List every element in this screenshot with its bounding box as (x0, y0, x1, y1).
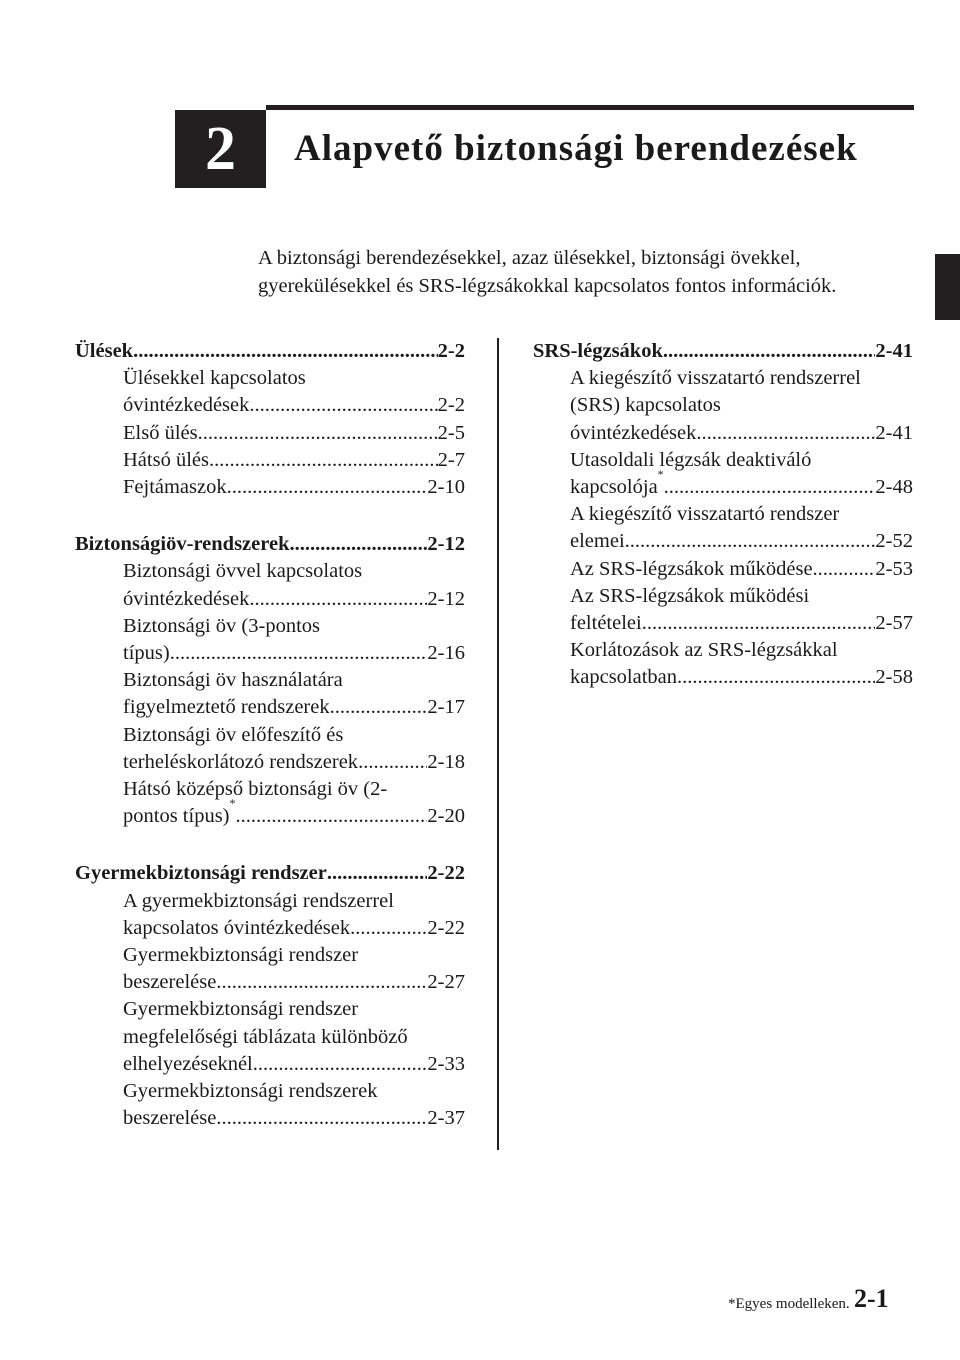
entry-page-ref: 2-16 (427, 642, 465, 665)
dot-leader (327, 860, 428, 887)
entry-last-line (123, 796, 465, 830)
entry-text-line: A gyermekbiztonsági rendszerrel (123, 889, 394, 912)
entry-page-ref: 2-52 (875, 530, 913, 553)
entry-text-line: Az SRS-légzsákok működési (570, 584, 810, 607)
entry-text-line: beszerelése (123, 971, 217, 994)
toc-entry[interactable] (75, 558, 465, 612)
entry-last-line (570, 528, 913, 555)
entry-page-ref: 2-48 (875, 476, 913, 499)
entry-last-line (123, 640, 465, 667)
dot-leader (236, 803, 428, 830)
entry-page-ref: 2-41 (875, 421, 913, 444)
toc-entry[interactable] (533, 447, 913, 501)
entry-page-ref: 2-33 (427, 1052, 465, 1075)
column-divider (497, 338, 499, 1150)
dot-leader (625, 528, 876, 555)
dot-leader (813, 556, 876, 583)
entry-text-line: megfelelőségi táblázata különböző (123, 1025, 408, 1048)
dot-leader (289, 531, 427, 558)
chapter-number: 2 (175, 110, 266, 188)
entry-text-line: feltételei (570, 612, 642, 635)
entry-last-line (123, 694, 465, 721)
entry-text-line: Biztonsági öv (3-pontos (123, 614, 321, 637)
toc-section (75, 860, 465, 1132)
entry-last-line (570, 610, 913, 637)
entry-last-line (123, 392, 465, 419)
entry-text-line: A kiegészítő visszatartó rendszerrel (570, 367, 861, 390)
toc-entry[interactable] (533, 556, 913, 583)
dot-leader (216, 1105, 427, 1132)
footnote-marker: * (657, 467, 664, 482)
entry-page-ref: 2-17 (427, 696, 465, 719)
entry-last-line (123, 420, 465, 447)
toc-entry[interactable] (75, 722, 465, 776)
page-number: 2-1 (854, 1284, 889, 1313)
chapter-title: Alapvető biztonsági berendezések (294, 128, 858, 169)
section-title: Biztonságiöv-rendszerek (75, 533, 290, 556)
toc-right-column (533, 338, 913, 722)
entry-text-line: beszerelése (123, 1107, 217, 1130)
dot-leader (170, 640, 428, 667)
entry-text-line: elemei (570, 530, 625, 553)
chapter-top-rule (266, 105, 914, 110)
toc-entry[interactable] (75, 447, 465, 474)
section-title: SRS-légzsákok (533, 340, 663, 362)
section-page-ref: 2-12 (427, 533, 465, 556)
entry-last-line (123, 586, 465, 613)
toc-entry[interactable] (75, 776, 465, 830)
entry-text-line: kapcsolatos óvintézkedések (123, 916, 351, 939)
entry-text-line: elhelyezéseknél (123, 1052, 253, 1075)
entry-text-line: Ülésekkel kapcsolatos (123, 367, 306, 390)
entry-text-line: Biztonsági öv használatára (123, 669, 343, 692)
toc-entry[interactable] (533, 583, 913, 637)
section-page-ref: 2-2 (437, 340, 465, 362)
section-title: Ülések (75, 340, 134, 362)
toc-entry[interactable] (75, 613, 465, 667)
entry-page-ref: 2-53 (875, 557, 913, 580)
intro-line: gyerekülésekkel és SRS-légzsákokkal kapcsolatos fontos információk. (258, 275, 837, 297)
footnote: *Egyes modelleken. (728, 1296, 850, 1312)
entry-page-ref: 2-22 (427, 916, 465, 939)
entry-page-ref: 2-57 (875, 612, 913, 635)
entry-page-ref: 2-2 (437, 394, 465, 417)
entry-text-line: A kiegészítő visszatartó rendszer (570, 503, 840, 526)
entry-page-ref: 2-10 (427, 476, 465, 499)
toc-section (75, 531, 465, 830)
entry-text-line: Hátsó ülés (123, 448, 209, 471)
dot-leader (358, 749, 427, 776)
chapter-side-tab (935, 254, 960, 320)
toc-entry[interactable] (75, 667, 465, 721)
section-page-ref: 2-41 (875, 340, 913, 362)
entry-text-line: terheléskorlátozó rendszerek (123, 750, 359, 773)
entry-text-line: Gyermekbiztonsági rendszer (123, 944, 359, 967)
toc-section-heading[interactable] (75, 338, 465, 365)
dot-leader (642, 610, 876, 637)
toc-entry[interactable] (75, 1078, 465, 1132)
entry-page-ref: 2-5 (437, 421, 465, 444)
intro-line: A biztonsági berendezésekkel, azaz ülésekkel, biztonsági övekkel, (258, 247, 801, 269)
entry-text-line: Fejtámaszok (123, 476, 227, 499)
entry-page-ref: 2-20 (427, 805, 465, 828)
toc-entry[interactable] (75, 996, 465, 1078)
entry-last-line (123, 749, 465, 776)
toc-entry[interactable] (75, 420, 465, 447)
dot-leader (209, 447, 438, 474)
dot-leader (216, 969, 427, 996)
entry-last-line (123, 447, 465, 474)
dot-leader (133, 338, 438, 365)
entry-last-line (570, 664, 913, 691)
entry-text-line: óvintézkedések (123, 587, 250, 610)
footnote-marker: * (229, 796, 236, 811)
entry-text-line: figyelmeztető rendszerek (123, 696, 330, 719)
entry-last-line (570, 420, 913, 447)
toc-entry[interactable] (75, 942, 465, 996)
entry-text-line: (SRS) kapcsolatos (570, 394, 721, 417)
dot-leader (350, 915, 427, 942)
section-title: Gyermekbiztonsági rendszer (75, 862, 327, 885)
entry-page-ref: 2-12 (427, 587, 465, 610)
entry-last-line (570, 467, 913, 501)
dot-leader (663, 338, 876, 365)
entry-last-line (123, 474, 465, 501)
dot-leader (198, 420, 438, 447)
toc-left-column (75, 338, 465, 1162)
entry-text-line: Gyermekbiztonsági rendszerek (123, 1080, 378, 1103)
entry-last-line (570, 556, 913, 583)
section-page-ref: 2-22 (427, 862, 465, 885)
toc-entry[interactable] (75, 365, 465, 419)
dot-leader (330, 694, 428, 721)
dot-leader (696, 420, 875, 447)
toc-entry[interactable] (75, 888, 465, 942)
toc-entry[interactable] (75, 474, 465, 501)
entry-last-line (123, 969, 465, 996)
entry-text-line: Az SRS-légzsákok működése (570, 557, 813, 580)
toc-section (75, 338, 465, 501)
entry-page-ref: 2-7 (437, 448, 465, 471)
toc-section-heading[interactable] (75, 531, 465, 558)
toc-entry[interactable] (533, 365, 913, 447)
entry-text-line: kapcsolója (570, 476, 658, 499)
entry-text-line: óvintézkedések (570, 421, 697, 444)
entry-text-line: Biztonsági övvel kapcsolatos (123, 560, 363, 583)
dot-leader (664, 474, 876, 501)
dot-leader (227, 474, 428, 501)
toc-section-heading[interactable] (533, 338, 913, 365)
entry-text-line: pontos típus) (123, 805, 230, 828)
dot-leader (677, 664, 875, 691)
entry-text-line: óvintézkedések (123, 394, 250, 417)
entry-text-line: típus) (123, 642, 170, 665)
dot-leader (249, 392, 437, 419)
entry-last-line (123, 915, 465, 942)
entry-text-line: Hátsó középső biztonsági öv (2- (123, 778, 388, 801)
entry-last-line (123, 1105, 465, 1132)
toc-section (533, 338, 913, 692)
entry-text-line: Első ülés (123, 421, 198, 444)
toc-entry[interactable] (533, 501, 913, 555)
chapter-intro (258, 244, 908, 300)
dot-leader (253, 1051, 428, 1078)
entry-text-line: kapcsolatban (570, 666, 678, 689)
toc-entry[interactable] (533, 637, 913, 691)
entry-page-ref: 2-18 (427, 750, 465, 773)
entry-page-ref: 2-37 (427, 1107, 465, 1130)
entry-text-line: Biztonsági öv előfeszítő és (123, 723, 344, 746)
entry-text-line: Gyermekbiztonsági rendszer (123, 998, 359, 1021)
dot-leader (249, 586, 427, 613)
toc-section-heading[interactable] (75, 860, 465, 887)
entry-page-ref: 2-58 (875, 666, 913, 689)
entry-text-line: Korlátozások az SRS-légzsákkal (570, 639, 838, 662)
entry-page-ref: 2-27 (427, 971, 465, 994)
entry-last-line (123, 1051, 465, 1078)
entry-text-line: Utasoldali légzsák deaktiváló (570, 448, 812, 471)
